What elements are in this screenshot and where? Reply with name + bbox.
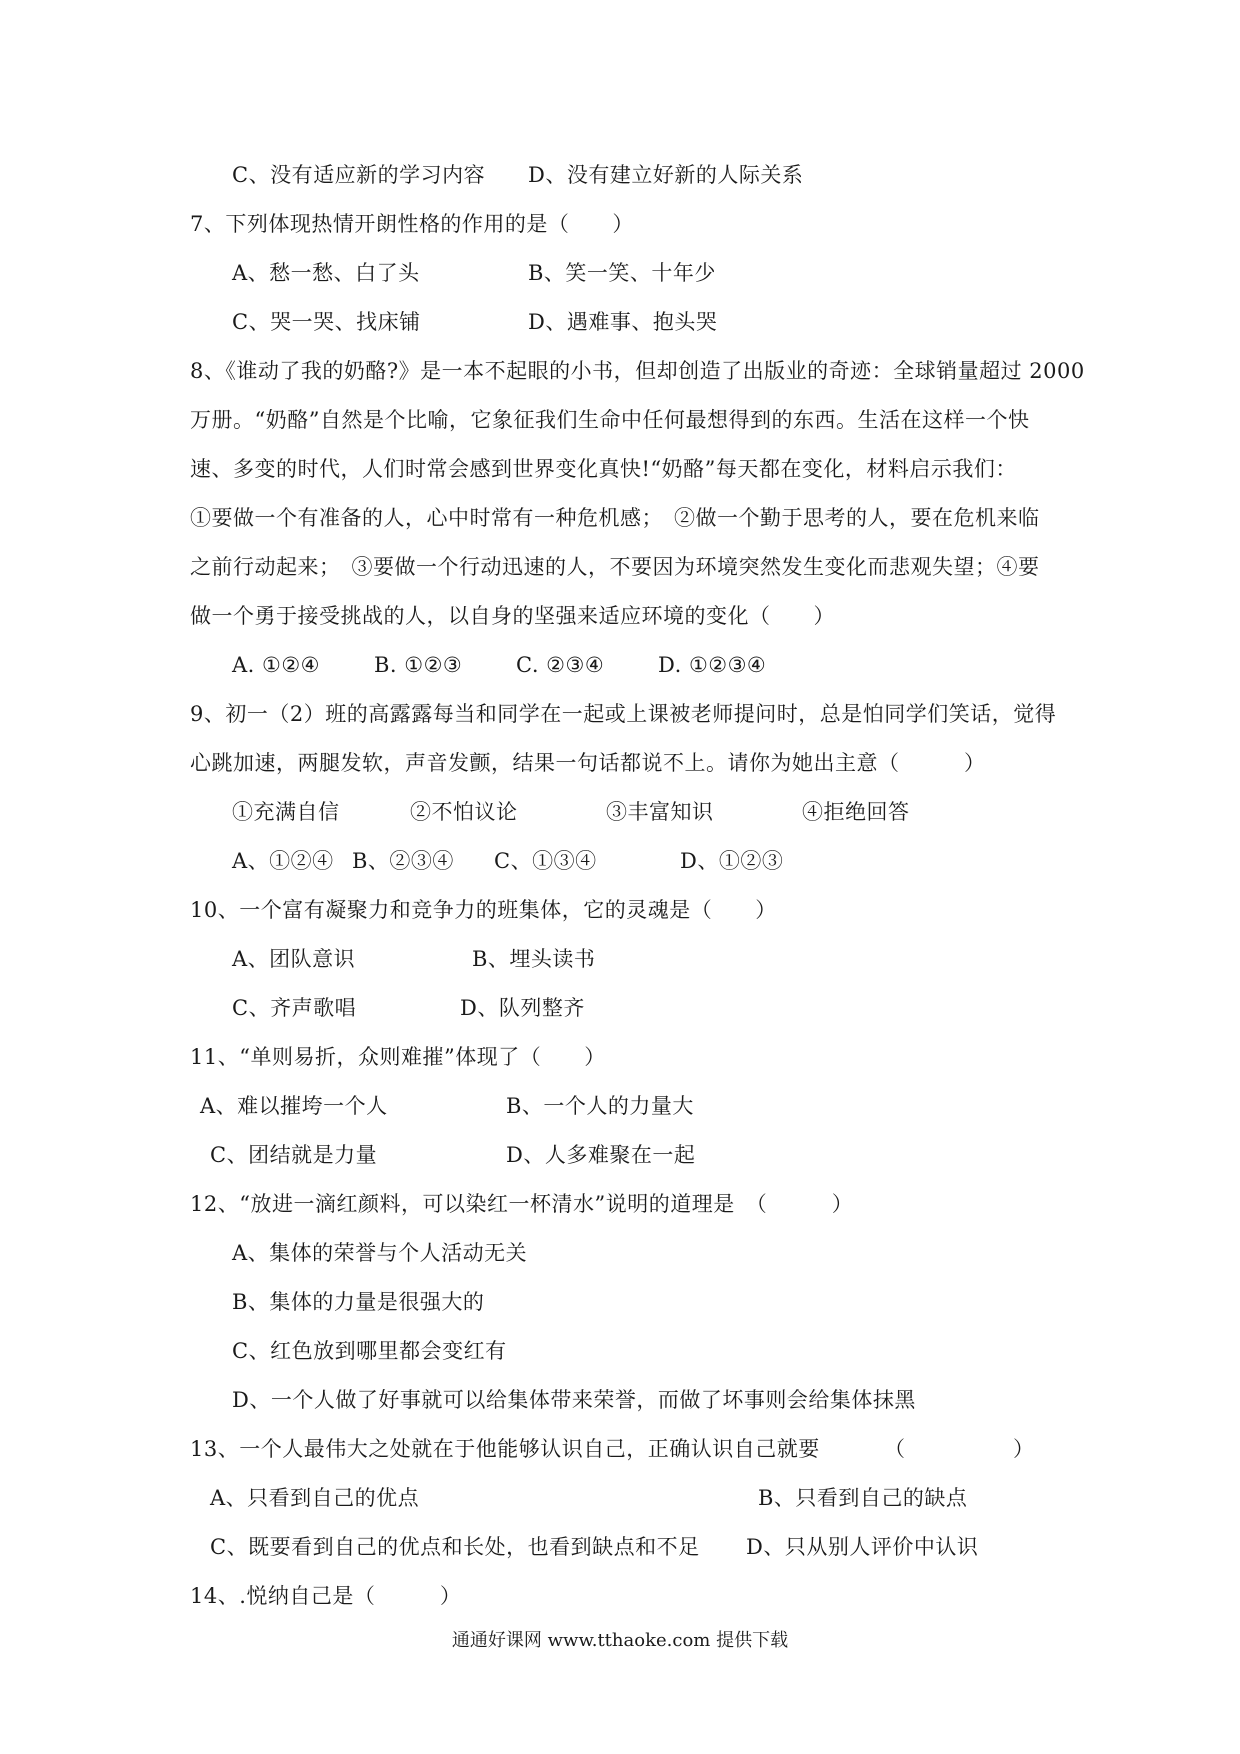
q12-option-c: C、红色放到哪里都会变红有 — [232, 1339, 507, 1363]
q9-stem-line-1: 9、初一（2）班的高露露每当和同学在一起或上课被老师提问时，总是怕同学们笑话，觉得 — [190, 702, 1057, 726]
q10-option-d: D、队列整齐 — [460, 996, 585, 1020]
q11-stem: 11、“单则易折，众则难摧”体现了（ ） — [190, 1045, 606, 1069]
q7-option-c: C、哭一哭、找床铺 — [232, 310, 421, 334]
q9-option-d: D、①②③ — [680, 849, 784, 873]
q8-stem-line-2: 万册。“奶酪”自然是个比喻，它象征我们生命中任何最想得到的东西。生活在这样一个快 — [190, 408, 1030, 432]
q10-option-c: C、齐声歌唱 — [232, 996, 357, 1020]
q8-option-d: D. ①②③④ — [658, 653, 767, 677]
q9-item-3: ③丰富知识 — [606, 800, 714, 824]
q9-option-a: A、①②④ — [232, 849, 334, 873]
q8-stem-line-5: 之前行动起来； ③要做一个行动迅速的人，不要因为环境突然发生变化而悲观失望；④要 — [190, 555, 1040, 579]
q12-option-b: B、集体的力量是很强大的 — [232, 1290, 485, 1314]
page-footer: 通通好课网 www.tthaoke.com 提供下载 — [451, 1630, 789, 1651]
q9-option-c: C、①③④ — [494, 849, 597, 873]
q14-stem: 14、.悦纳自己是（ ） — [190, 1584, 462, 1608]
q8-option-c: C. ②③④ — [516, 653, 605, 677]
q9-stem-line-2: 心跳加速，两腿发软，声音发颤，结果一句话都说不上。请你为她出主意（ ） — [190, 751, 986, 775]
q7-stem: 7、下列体现热情开朗性格的作用的是（ ） — [190, 212, 634, 236]
q8-option-b: B. ①②③ — [374, 653, 463, 677]
q13-option-b: B、只看到自己的缺点 — [758, 1486, 968, 1510]
q11-option-a: A、难以摧垮一个人 — [200, 1094, 388, 1118]
q11-option-b: B、一个人的力量大 — [506, 1094, 694, 1118]
q11-option-c: C、团结就是力量 — [210, 1143, 378, 1167]
q8-option-a: A. ①②④ — [232, 653, 320, 677]
q9-option-b: B、②③④ — [352, 849, 454, 873]
q13-option-d: D、只从别人评价中认识 — [746, 1535, 979, 1559]
q6-option-c: C、没有适应新的学习内容 — [232, 163, 486, 187]
q9-item-2: ②不怕议论 — [410, 800, 518, 824]
q12-stem: 12、“放进一滴红颜料，可以染红一杯清水”说明的道理是 （ ） — [190, 1192, 854, 1216]
q12-option-d: D、一个人做了好事就可以给集体带来荣誉，而做了坏事则会给集体抹黑 — [232, 1388, 916, 1412]
q9-item-1: ①充满自信 — [232, 800, 340, 824]
q8-stem-line-6: 做一个勇于接受挑战的人，以自身的坚强来适应环境的变化（ ） — [190, 604, 835, 628]
q9-item-4: ④拒绝回答 — [802, 800, 910, 824]
q11-option-d: D、人多难聚在一起 — [506, 1143, 696, 1167]
q13-answer-bracket: （ ） — [884, 1437, 1035, 1461]
q7-option-d: D、遇难事、抱头哭 — [528, 310, 718, 334]
q12-option-a: A、集体的荣誉与个人活动无关 — [232, 1241, 528, 1265]
q13-option-a: A、只看到自己的优点 — [210, 1486, 420, 1510]
q10-option-b: B、埋头读书 — [472, 947, 596, 971]
q13-option-c: C、既要看到自己的优点和长处，也看到缺点和不足 — [210, 1535, 700, 1559]
q10-stem: 10、一个富有凝聚力和竞争力的班集体，它的灵魂是（ ） — [190, 898, 777, 922]
q6-option-d: D、没有建立好新的人际关系 — [528, 163, 804, 187]
q7-option-a: A、愁一愁、白了头 — [232, 261, 420, 285]
q10-option-a: A、团队意识 — [232, 947, 356, 971]
q8-stem-line-4: ①要做一个有准备的人，心中时常有一种危机感； ②做一个勤于思考的人，要在危机来临 — [190, 506, 1040, 530]
q8-stem-line-3: 速、多变的时代，人们时常会感到世界变化真快!“奶酪”每天都在变化，材料启示我们： — [190, 457, 1017, 481]
q7-option-b: B、笑一笑、十年少 — [528, 261, 716, 285]
q8-stem-line-1: 8、《谁动了我的奶酪?》是一本不起眼的小书，但却创造了出版业的奇迹：全球销量超过 2000 — [190, 359, 1085, 383]
q13-stem: 13、一个人最伟大之处就在于他能够认识自己，正确认识自己就要 — [190, 1437, 820, 1461]
